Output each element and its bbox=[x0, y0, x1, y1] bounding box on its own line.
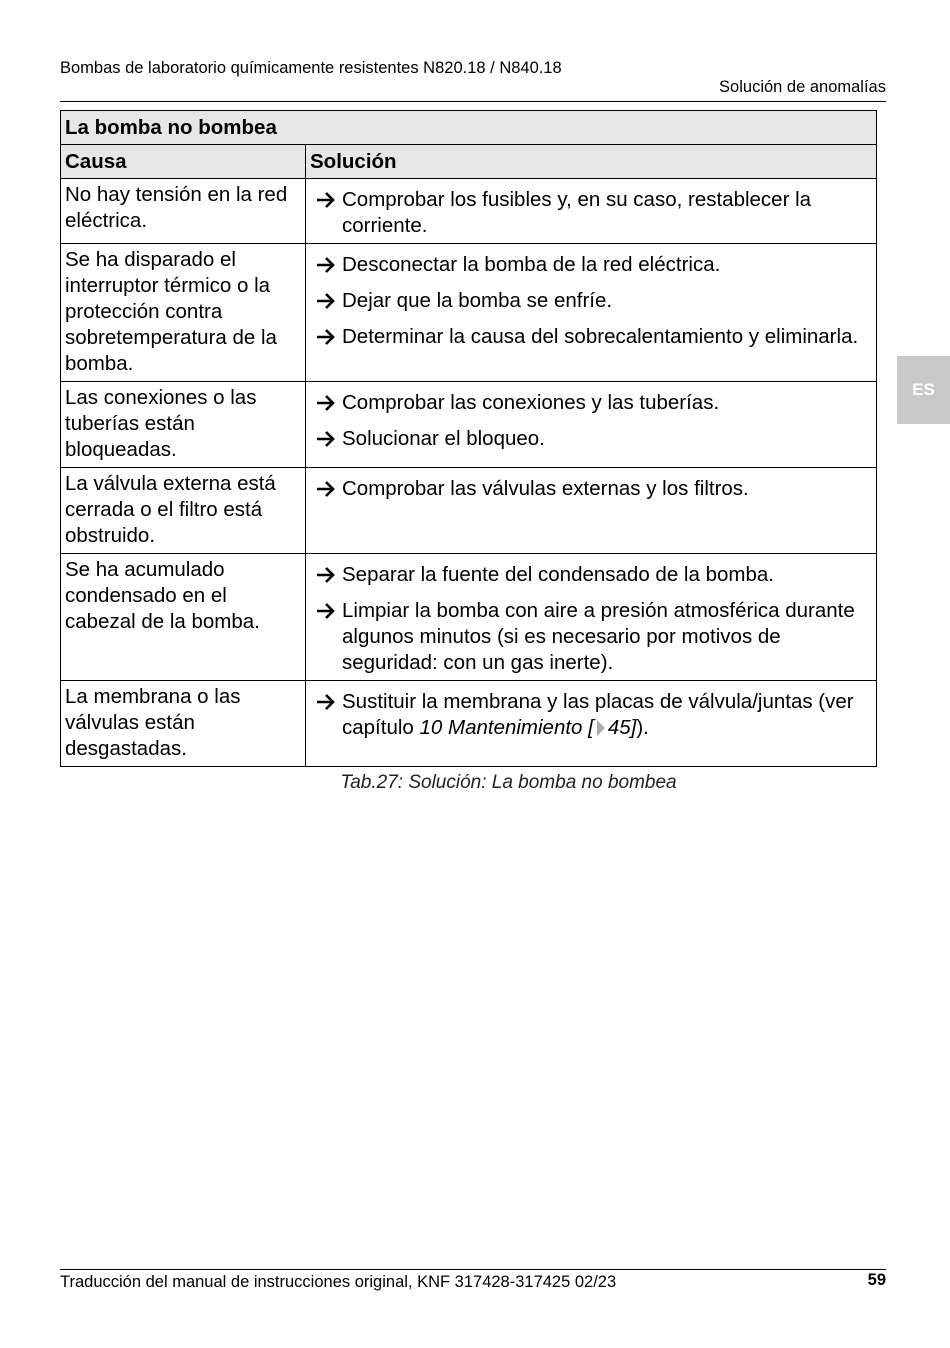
column-header-solution: Solución bbox=[306, 145, 877, 179]
solution-step-text: Desconectar la bomba de la red eléctrica. bbox=[342, 253, 721, 276]
solution-cell bbox=[306, 681, 877, 767]
arrow-right-icon bbox=[310, 187, 342, 209]
table-row bbox=[61, 468, 877, 554]
solution-step-text: Solucionar el bloqueo. bbox=[342, 427, 545, 450]
table-row bbox=[61, 179, 877, 244]
cause-cell: No hay tensión en la red eléctrica. bbox=[61, 179, 306, 244]
solution-step bbox=[310, 187, 872, 239]
solution-step bbox=[310, 476, 872, 502]
table-row bbox=[61, 382, 877, 468]
page-number: 59 bbox=[867, 1271, 886, 1289]
arrow-right-icon bbox=[310, 288, 342, 310]
solution-step-text: Limpiar la bomba con aire a presión atmosférica durante algunos minutos (si es necesario por motivos de seguridad: con un gas inerte). bbox=[342, 599, 855, 674]
solution-cell bbox=[306, 244, 877, 382]
table-row bbox=[61, 681, 877, 767]
cause-cell: Se ha disparado el interruptor térmico o la protección contra sobretemperatura de la bomba. bbox=[61, 244, 306, 382]
cause-cell: Las conexiones o las tuberías están bloqueadas. bbox=[61, 382, 306, 468]
solution-step-text: Comprobar las conexiones y las tuberías. bbox=[342, 391, 720, 414]
solution-step-text: Determinar la causa del sobrecalentamiento y eliminarla. bbox=[342, 325, 859, 348]
chapter-reference-page: 45] bbox=[607, 716, 637, 739]
troubleshooting-table bbox=[60, 110, 877, 767]
table-header-row bbox=[61, 145, 877, 179]
arrow-right-icon bbox=[310, 390, 342, 412]
solution-step bbox=[310, 288, 872, 314]
solution-step bbox=[310, 562, 872, 588]
solution-step bbox=[310, 252, 872, 278]
solution-step bbox=[310, 324, 872, 350]
solution-cell bbox=[306, 179, 877, 244]
solution-step bbox=[310, 426, 872, 452]
column-header-cause: Causa bbox=[61, 145, 306, 179]
table-row bbox=[61, 244, 877, 382]
cause-cell: La válvula externa está cerrada o el filtro está obstruido. bbox=[61, 468, 306, 554]
arrow-right-icon bbox=[310, 476, 342, 498]
solution-step-text: Comprobar los fusibles y, en su caso, restablecer la corriente. bbox=[342, 188, 812, 237]
footer-divider bbox=[60, 1269, 886, 1270]
solution-step bbox=[310, 390, 872, 416]
cause-cell: Se ha acumulado condensado en el cabezal de la bomba. bbox=[61, 554, 306, 681]
footer-text: Traducción del manual de instrucciones original, KNF 317428-317425 02/23 bbox=[60, 1273, 617, 1291]
cause-cell: La membrana o las válvulas están desgastadas. bbox=[61, 681, 306, 767]
section-title: Solución de anomalías bbox=[719, 78, 886, 96]
table-caption: Tab.27: Solución: La bomba no bombea bbox=[340, 772, 677, 793]
arrow-right-icon bbox=[310, 426, 342, 448]
arrow-right-icon bbox=[310, 324, 342, 346]
language-tab: ES bbox=[897, 356, 950, 424]
solution-step-text bbox=[342, 689, 872, 741]
document-title: Bombas de laboratorio químicamente resistentes N820.18 / N840.18 bbox=[60, 59, 562, 77]
solution-cell bbox=[306, 554, 877, 681]
table-title-row bbox=[61, 111, 877, 145]
solution-step-text: Separar la fuente del condensado de la bomba. bbox=[342, 563, 774, 586]
arrow-right-icon bbox=[310, 598, 342, 620]
chapter-reference-link[interactable] bbox=[420, 716, 637, 739]
solution-cell bbox=[306, 468, 877, 554]
solution-step-suffix: ). bbox=[636, 716, 649, 739]
table-row bbox=[61, 554, 877, 681]
arrow-right-icon bbox=[310, 562, 342, 584]
arrow-right-icon bbox=[310, 689, 342, 711]
arrow-right-icon bbox=[310, 252, 342, 274]
solution-cell bbox=[306, 382, 877, 468]
solution-step-text: Dejar que la bomba se enfríe. bbox=[342, 289, 613, 312]
header-divider bbox=[60, 101, 886, 102]
table-title: La bomba no bombea bbox=[61, 111, 877, 145]
solution-step-text: Comprobar las válvulas externas y los filtros. bbox=[342, 477, 749, 500]
solution-step bbox=[310, 689, 872, 741]
page-reference-arrow-icon bbox=[597, 720, 605, 736]
solution-step bbox=[310, 598, 872, 676]
chapter-reference-text: 10 Mantenimiento [ bbox=[419, 716, 594, 739]
solution-step-prefix: Sustituir la membrana y las placas de válvula/juntas (ver capítulo bbox=[342, 690, 854, 739]
